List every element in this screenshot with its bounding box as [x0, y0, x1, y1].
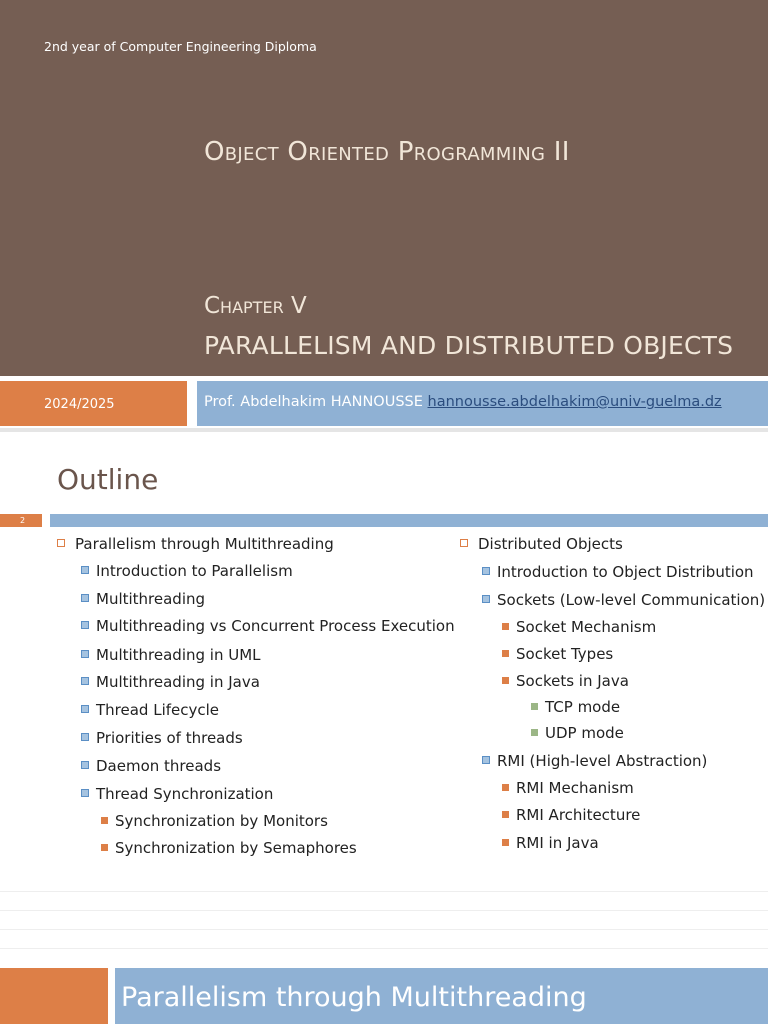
section-title: Parallelism through Multithreading — [121, 982, 587, 1013]
outline-subitem: Sockets in Java — [502, 672, 629, 690]
outline-subsubitem: TCP mode — [531, 698, 620, 716]
outline-item: Sockets (Low-level Communication) — [482, 591, 765, 609]
square-bullet-icon — [482, 595, 490, 603]
filled-square-bullet-icon — [101, 844, 108, 851]
title-slide — [0, 0, 768, 428]
square-bullet-icon — [81, 650, 89, 658]
square-bullet-icon — [482, 756, 490, 764]
outline-item: Multithreading vs Concurrent Process Execution — [81, 617, 455, 635]
divider — [0, 929, 768, 930]
academic-year: 2024/2025 — [0, 381, 187, 426]
outline-item: Multithreading in UML — [81, 646, 261, 664]
filled-square-bullet-icon — [502, 677, 509, 684]
chapter-label: Chapter V — [204, 293, 307, 319]
outline-item: Priorities of threads — [81, 729, 243, 747]
square-bullet-icon — [81, 705, 89, 713]
divider — [0, 891, 768, 892]
divider — [0, 910, 768, 911]
outline-subitem: Synchronization by Monitors — [101, 812, 328, 830]
title-banner — [0, 0, 768, 376]
outline-subitem: RMI Architecture — [502, 806, 640, 824]
outline-item: Introduction to Object Distribution — [482, 563, 754, 581]
slide-number: 2 — [0, 514, 42, 527]
hollow-square-bullet-icon — [460, 539, 468, 547]
outline-subitem: Socket Mechanism — [502, 618, 656, 636]
program-subtitle: 2nd year of Computer Engineering Diploma — [44, 39, 317, 54]
outline-item: Daemon threads — [81, 757, 221, 775]
divider — [0, 948, 768, 949]
outline-item: Introduction to Parallelism — [81, 562, 293, 580]
filled-square-bullet-icon — [502, 811, 509, 818]
square-bullet-icon — [81, 677, 89, 685]
square-bullet-icon — [81, 621, 89, 629]
square-bullet-icon — [81, 733, 89, 741]
filled-square-bullet-icon — [101, 817, 108, 824]
header-bar — [50, 514, 768, 527]
filled-square-bullet-icon — [502, 650, 509, 657]
chapter-title: PARALLELISM AND DISTRIBUTED OBJECTS — [204, 331, 734, 360]
green-square-bullet-icon — [531, 729, 538, 736]
outline-subitem: RMI in Java — [502, 834, 599, 852]
section-slide — [0, 964, 768, 1024]
outline-item: Thread Lifecycle — [81, 701, 219, 719]
outline-slide — [0, 432, 768, 964]
author-bar — [197, 381, 768, 426]
outline-subitem: RMI Mechanism — [502, 779, 634, 797]
outline-subitem: Synchronization by Semaphores — [101, 839, 357, 857]
slide-title: Outline — [57, 463, 159, 496]
outline-item: Multithreading — [81, 590, 205, 608]
outline-subitem: Socket Types — [502, 645, 613, 663]
outline-item: Thread Synchronization — [81, 785, 273, 803]
filled-square-bullet-icon — [502, 784, 509, 791]
filled-square-bullet-icon — [502, 623, 509, 630]
outline-section-parallelism: Parallelism through Multithreading — [57, 535, 334, 553]
outline-section-distributed: Distributed Objects — [460, 535, 623, 553]
section-accent-block — [0, 968, 108, 1024]
square-bullet-icon — [81, 594, 89, 602]
outline-item: RMI (High-level Abstraction) — [482, 752, 707, 770]
author-email-link[interactable]: hannousse.abdelhakim@univ-guelma.dz — [427, 394, 722, 410]
square-bullet-icon — [81, 789, 89, 797]
outline-subsubitem: UDP mode — [531, 724, 624, 742]
square-bullet-icon — [81, 566, 89, 574]
square-bullet-icon — [482, 567, 490, 575]
author-name: Prof. Abdelhakim HANNOUSSE — [204, 394, 423, 410]
square-bullet-icon — [81, 761, 89, 769]
green-square-bullet-icon — [531, 703, 538, 710]
outline-item: Multithreading in Java — [81, 673, 260, 691]
filled-square-bullet-icon — [502, 839, 509, 846]
hollow-square-bullet-icon — [57, 539, 65, 547]
course-title: Object Oriented Programming II — [204, 137, 570, 167]
